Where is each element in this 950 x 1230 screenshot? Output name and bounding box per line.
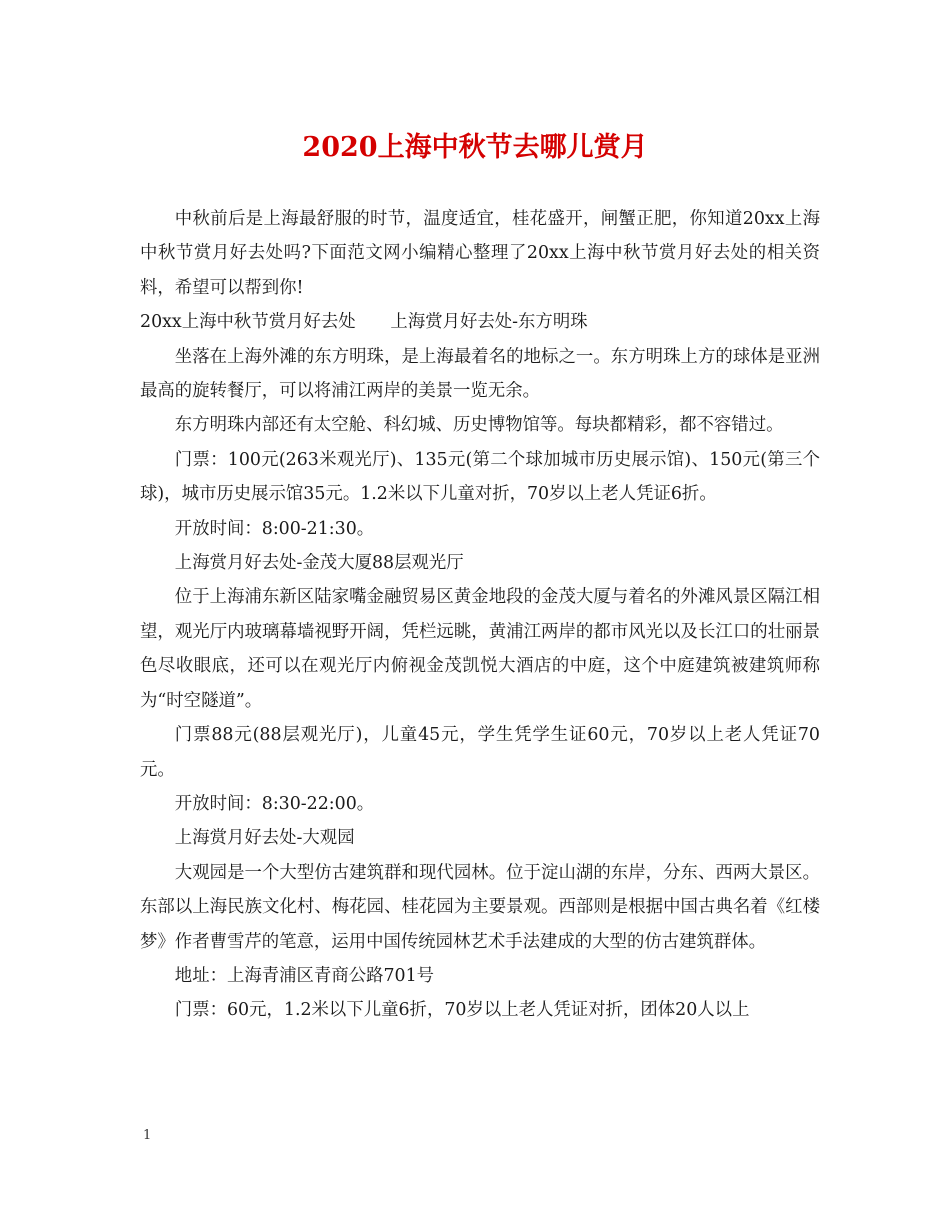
paragraph: 东方明珠内部还有太空舱、科幻城、历史博物馆等。每块都精彩，都不容错过。 xyxy=(174,415,784,436)
paragraph: 大观园是一个大型仿古建筑群和现代园林。位于淀山湖的东岸，分东、西两大景区。东部以上海民族文化村、梅花园、桂花园为主要景观。西部则是根据中国古典名着《红楼梦》作者曹雪芹的笔意，运用中国传统园林艺术手法建成的大型的仿古建筑群体。 xyxy=(140,862,820,952)
paragraph: 开放时间：8:00-21:30。 xyxy=(174,518,375,539)
paragraph: 地址：上海青浦区青商公路701号 xyxy=(174,965,435,986)
paragraph: 位于上海浦东新区陆家嘴金融贸易区黄金地段的金茂大厦与着名的外滩风景区隔江相望，观光厅内玻璃幕墙视野开阔，凭栏远眺，黄浦江两岸的都市风光以及长江口的壮丽景色尽收眼底，还可以在观光厅内俯视金茂凯悦大酒店的中庭，这个中庭建筑被建筑师称为“时空隧道”。 xyxy=(140,587,820,711)
paragraph: 上海赏月好去处-金茂大厦88层观光厅 xyxy=(174,553,464,574)
paragraph: 门票：60元，1.2米以下儿童6折，70岁以上老人凭证对折，团体20人以上 xyxy=(174,1000,750,1021)
paragraph: 坐落在上海外滩的东方明珠，是上海最着名的地标之一。东方明珠上方的球体是亚洲最高的旋转餐厅，可以将浦江两岸的美景一览无余。 xyxy=(140,346,820,402)
paragraph: 开放时间：8:30-22:00。 xyxy=(174,793,375,814)
page-title: 2020上海中秋节去哪儿赏月 xyxy=(302,132,648,163)
paragraph: 20xx上海中秋节赏月好去处 上海赏月好去处-东方明珠 xyxy=(140,312,588,333)
page-number: 1 xyxy=(143,1128,152,1143)
paragraph: 门票88元(88层观光厅)，儿童45元，学生凭学生证60元，70岁以上老人凭证70元。 xyxy=(140,725,820,780)
paragraph: 中秋前后是上海最舒服的时节，温度适宜，桂花盛开，闸蟹正肥，你知道20xx上海中秋节赏月好去处吗?下面范文网小编精心整理了20xx上海中秋节赏月好去处的相关资料，希望可以帮到你! xyxy=(140,209,820,298)
document-body xyxy=(140,202,820,1028)
paragraph: 门票：100元(263米观光厅)、135元(第二个球加城市历史展示馆)、150元(第三个球)，城市历史展示馆35元。1.2米以下儿童对折，70岁以上老人凭证6折。 xyxy=(140,449,820,505)
paragraph: 上海赏月好去处-大观园 xyxy=(174,828,355,849)
